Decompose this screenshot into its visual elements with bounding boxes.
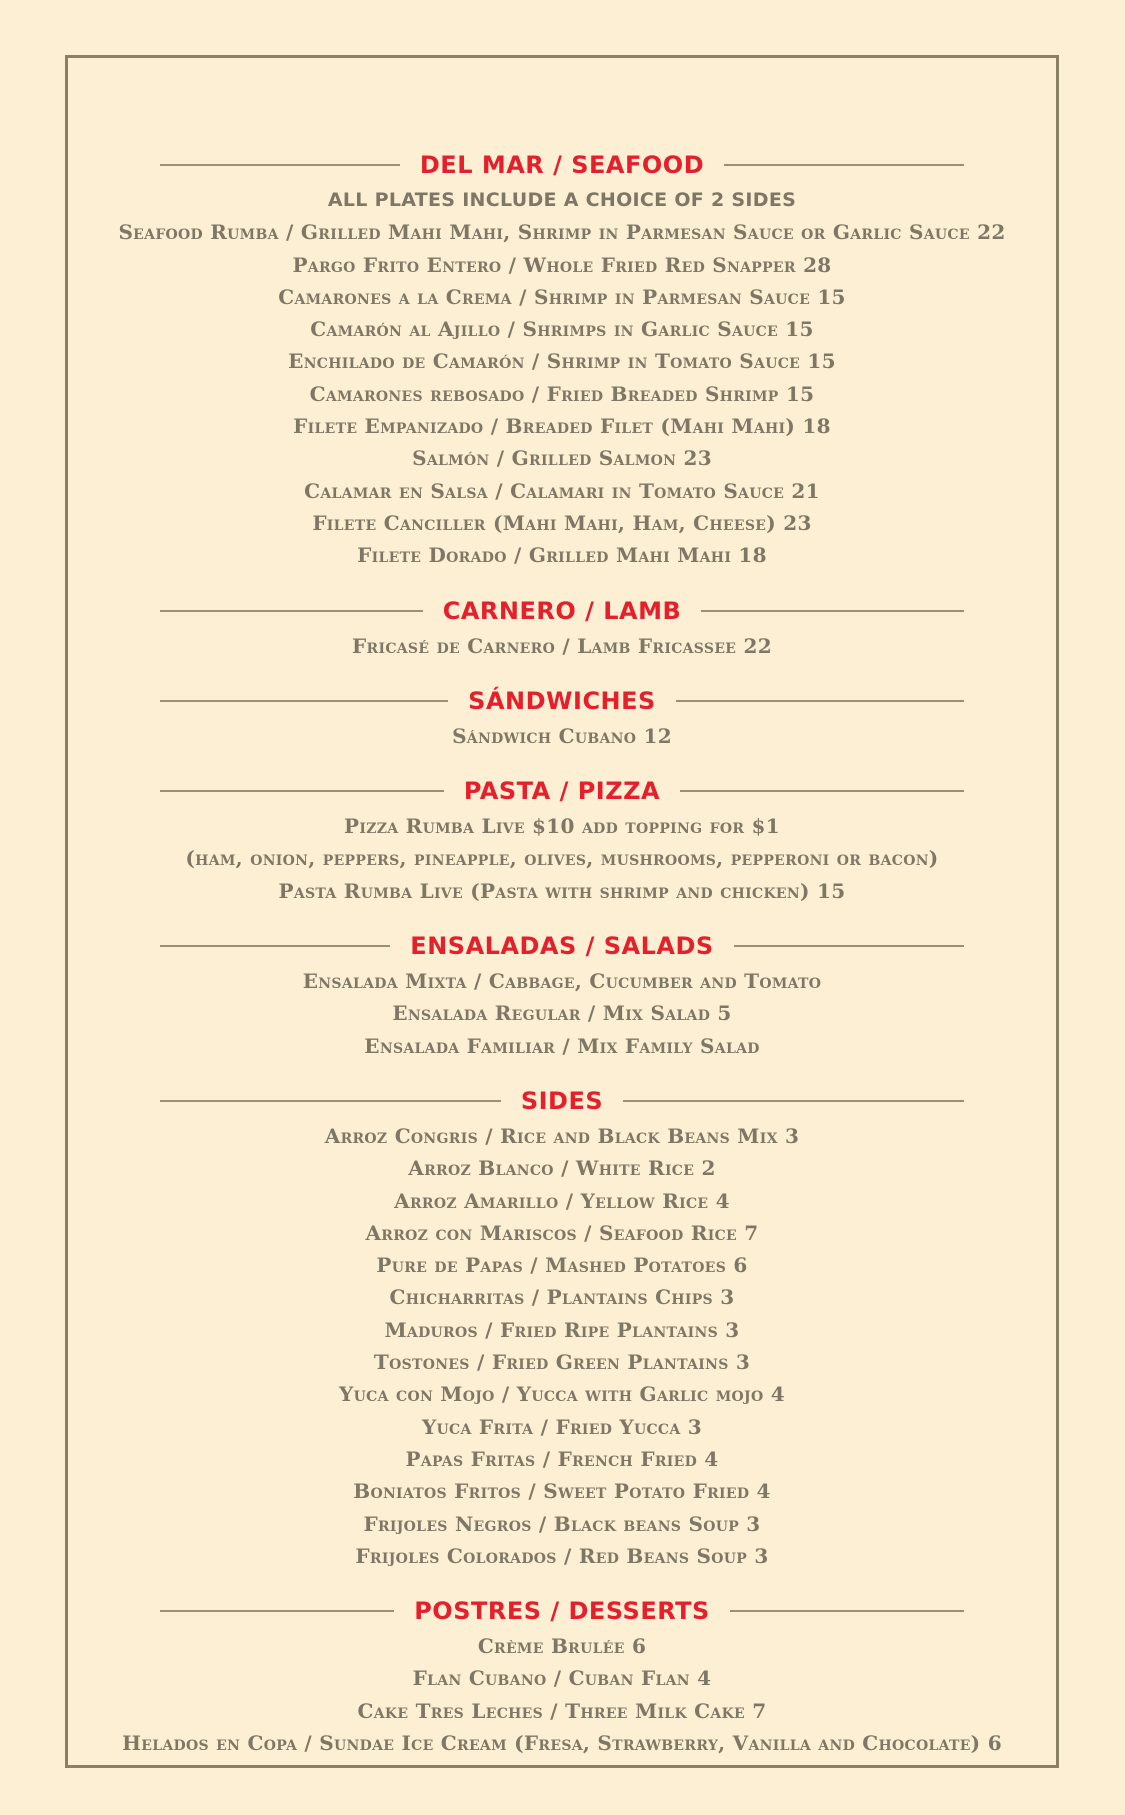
divider-line-right	[676, 700, 964, 702]
menu-section-ensaladas-salads	[68, 927, 1056, 1062]
menu-item: Helados en Copa / Sundae Ice Cream (Fresa, Strawberry, Vanilla and Chocolate) 6	[122, 1730, 1002, 1755]
menu-item: Camarón al Ajillo / Shrimps in Garlic Sauce 15	[310, 317, 814, 342]
menu-item: Yuca Frita / Fried Yucca 3	[421, 1414, 703, 1439]
menu-item: Cake Tres Leches / Three Milk Cake 7	[357, 1698, 767, 1723]
menu-section-postres-desserts	[68, 1592, 1056, 1759]
menu-item: Filete Empanizado / Breaded Filet (Mahi Mahi) 18	[293, 414, 831, 439]
divider-line-right	[724, 164, 964, 166]
menu-item-list	[68, 965, 1056, 1062]
section-title: SÁNDWICHES	[468, 686, 656, 715]
divider-line-right	[701, 610, 964, 612]
divider-line-left	[160, 945, 391, 947]
menu-item: Flan Cubano / Cuban Flan 4	[412, 1666, 712, 1691]
menu-content	[68, 146, 1056, 1759]
menu-item: Frijoles Negros / Black beans Soup 3	[363, 1511, 761, 1536]
menu-item: Ensalada Regular / Mix Salad 5	[392, 1001, 732, 1026]
menu-item: Fricasé de Carnero / Lamb Fricassee 22	[352, 633, 772, 658]
menu-item: Arroz con Mariscos / Seafood Rice 7	[365, 1220, 759, 1245]
divider-line-left	[160, 790, 444, 792]
menu-item: Pargo Frito Entero / Whole Fried Red Snapper 28	[292, 252, 832, 277]
menu-section-pasta-pizza	[68, 772, 1056, 907]
menu-frame	[65, 55, 1059, 1768]
section-title: CARNERO / LAMB	[442, 596, 682, 625]
divider-line-right	[680, 790, 964, 792]
menu-item: Yuca con Mojo / Yucca with Garlic mojo 4	[339, 1382, 785, 1407]
menu-item: Seafood Rumba / Grilled Mahi Mahi, Shrimp in Parmesan Sauce or Garlic Sauce 22	[118, 220, 1006, 245]
menu-item-list	[68, 1630, 1056, 1759]
menu-item: Pizza Rumba Live $10 add topping for $1	[344, 814, 780, 839]
menu-item: Ensalada Familiar / Mix Family Salad	[364, 1033, 760, 1058]
menu-item: Camarones a la Crema / Shrimp in Parmesan Sauce 15	[278, 284, 846, 309]
section-header	[68, 772, 1056, 810]
menu-item: Sándwich Cubano 12	[452, 723, 672, 748]
section-title: DEL MAR / SEAFOOD	[419, 151, 705, 179]
menu-item: Crème Brulée 6	[477, 1634, 647, 1659]
section-header	[68, 682, 1056, 720]
menu-item: Pasta Rumba Live (Pasta with shrimp and chicken) 15	[278, 878, 846, 903]
section-header	[68, 1082, 1056, 1120]
menu-item: Salmón / Grilled Salmon 23	[412, 446, 712, 471]
menu-item-list	[68, 630, 1056, 662]
menu-item: Chicharritas / Plantains Chips 3	[389, 1285, 735, 1310]
menu-item: Papas Fritas / French Fried 4	[405, 1446, 719, 1471]
menu-item: Boniatos Fritos / Sweet Potato Fried 4	[353, 1479, 771, 1504]
menu-item: Arroz Congris / Rice and Black Beans Mix 3	[324, 1123, 800, 1148]
menu-item: Tostones / Fried Green Plantains 3	[373, 1350, 751, 1375]
menu-section-sandwiches	[68, 682, 1056, 752]
divider-line-right	[730, 1610, 964, 1612]
menu-item-list	[68, 810, 1056, 907]
menu-item: Filete Dorado / Grilled Mahi Mahi 18	[357, 543, 767, 568]
section-title: POSTRES / DESSERTS	[414, 1597, 710, 1626]
menu-item-list	[68, 1120, 1056, 1572]
menu-item: Arroz Blanco / White Rice 2	[408, 1156, 716, 1181]
menu-section-del-mar-seafood	[68, 146, 1056, 572]
section-header	[68, 146, 1056, 184]
section-header	[68, 927, 1056, 965]
divider-line-left	[160, 1100, 501, 1102]
menu-item: (ham, onion, peppers, pineapple, olives, mushrooms, pepperoni or bacon)	[185, 846, 939, 871]
menu-item: Ensalada Mixta / Cabbage, Cucumber and Tomato	[302, 969, 822, 994]
menu-item: Arroz Amarillo / Yellow Rice 4	[394, 1188, 730, 1213]
section-title: SIDES	[520, 1086, 604, 1115]
divider-line-right	[623, 1100, 964, 1102]
menu-item: Enchilado de Camarón / Shrimp in Tomato Sauce 15	[288, 349, 836, 374]
menu-item: Maduros / Fried Ripe Plantains 3	[384, 1317, 740, 1342]
section-header	[68, 592, 1056, 630]
menu-item: Filete Canciller (Mahi Mahi, Ham, Cheese) 23	[312, 510, 812, 535]
divider-line-right	[734, 945, 965, 947]
menu-item: Camarones rebosado / Fried Breaded Shrimp 15	[309, 381, 815, 406]
menu-item-list	[68, 184, 1056, 572]
menu-item-list	[68, 720, 1056, 752]
section-note: ALL PLATES INCLUDE A CHOICE OF 2 SIDES	[327, 189, 797, 211]
divider-line-left	[160, 1610, 394, 1612]
divider-line-left	[160, 164, 400, 166]
menu-item: Pure de Papas / Mashed Potatoes 6	[376, 1253, 748, 1278]
section-header	[68, 1592, 1056, 1630]
menu-section-sides	[68, 1082, 1056, 1572]
divider-line-left	[160, 700, 448, 702]
menu-section-carnero-lamb	[68, 592, 1056, 662]
section-title: ENSALADAS / SALADS	[410, 932, 714, 961]
section-title: PASTA / PIZZA	[463, 777, 661, 806]
divider-line-left	[160, 610, 423, 612]
menu-item: Calamar en Salsa / Calamari in Tomato Sauce 21	[304, 478, 820, 503]
menu-item: Frijoles Colorados / Red Beans Soup 3	[355, 1543, 769, 1568]
